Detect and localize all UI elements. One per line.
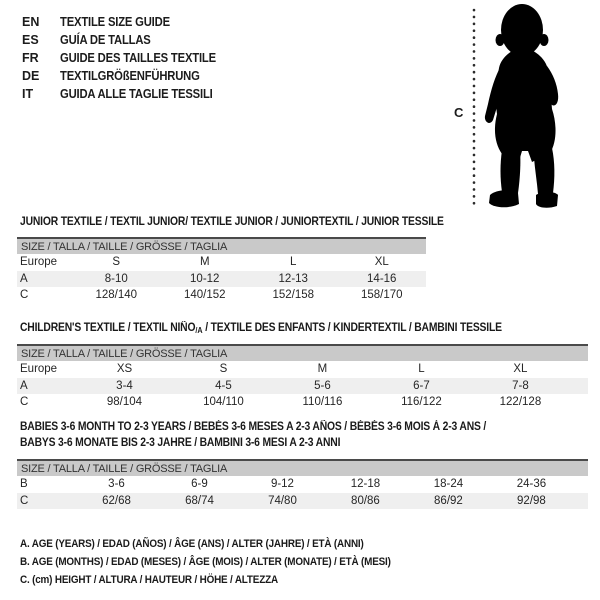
babies-size-table bbox=[17, 459, 588, 509]
size-value-cell: 5-6 bbox=[273, 378, 372, 395]
row-label-cell: C bbox=[20, 289, 29, 302]
size-value-cell: M bbox=[317, 363, 328, 376]
footnote-b bbox=[20, 553, 432, 571]
size-value-cell: 62/68 bbox=[75, 493, 158, 510]
children-title-rest: / TEXTILE DES ENFANTS / KINDERTEXTIL / BAMBINI TESSILE bbox=[202, 322, 502, 334]
language-row-fr bbox=[22, 49, 233, 67]
table-row bbox=[17, 271, 426, 288]
table-row bbox=[17, 361, 588, 378]
babies-title-line2: BABYS 3-6 MONATE BIS 2-3 JAHRE / BAMBINI 3-6 MESI A 2-3 ANNI bbox=[20, 436, 341, 449]
footnote-c bbox=[20, 571, 432, 589]
size-value-cell: 7-8 bbox=[471, 378, 570, 395]
size-value-cell: 158/170 bbox=[360, 289, 403, 302]
spacer-cell bbox=[570, 361, 588, 378]
size-header-cell: SIZE / TALLA / TAILLE / GRÖSSE / TAGLIA bbox=[17, 238, 426, 254]
row-label-cell: A bbox=[17, 271, 72, 288]
height-measure-label: C bbox=[454, 105, 464, 120]
size-value-cell: 152/158 bbox=[272, 289, 315, 302]
language-code: EN bbox=[22, 15, 40, 29]
size-value-cell: 18-24 bbox=[433, 478, 464, 491]
size-value-cell: 110/116 bbox=[302, 396, 343, 409]
language-code: IT bbox=[22, 87, 34, 101]
size-header-cell: SIZE / TALLA / TAILLE / GRÖSSE / TAGLIA bbox=[17, 345, 588, 361]
size-header-cell: SIZE / TALLA / TAILLE / GRÖSSE / TAGLIA bbox=[17, 460, 588, 476]
size-value-cell: 8-10 bbox=[72, 271, 161, 288]
babies-section-title bbox=[20, 420, 538, 451]
size-value-cell: 128/140 bbox=[95, 289, 138, 302]
junior-section-title-text: JUNIOR TEXTILE / TEXTIL JUNIOR/ TEXTILE JUNIOR / JUNIORTEXTIL / JUNIOR TESSILE bbox=[20, 216, 444, 228]
language-title: GUÍA DE TALLAS bbox=[60, 33, 151, 47]
size-value-cell: 140/152 bbox=[183, 289, 226, 302]
language-title: TEXTILE SIZE GUIDE bbox=[60, 15, 170, 29]
children-title-main: CHILDREN'S TEXTILE / TEXTIL NIÑO bbox=[20, 322, 196, 334]
height-dotted-line bbox=[471, 6, 477, 210]
table-row bbox=[17, 287, 426, 304]
row-label-cell: B bbox=[20, 478, 28, 491]
language-code: DE bbox=[22, 69, 40, 83]
size-value-cell: 74/80 bbox=[241, 493, 324, 510]
language-code: FR bbox=[22, 51, 39, 65]
table-row bbox=[17, 378, 588, 395]
size-value-cell: S bbox=[219, 363, 228, 376]
size-value-cell: 3-6 bbox=[108, 478, 125, 491]
children-size-table bbox=[17, 344, 588, 411]
size-value-cell: 68/74 bbox=[158, 493, 241, 510]
size-value-cell: 104/110 bbox=[203, 396, 244, 409]
size-value-cell: 122/128 bbox=[499, 396, 542, 409]
spacer-cell bbox=[570, 394, 588, 411]
size-value-cell: 98/104 bbox=[106, 396, 143, 409]
language-code: ES bbox=[22, 33, 39, 47]
children-section-title-text bbox=[20, 321, 502, 339]
size-value-cell: XL bbox=[513, 363, 528, 376]
children-title-subscript: /A bbox=[195, 326, 203, 335]
size-value-cell: 6-9 bbox=[191, 478, 208, 491]
spacer-cell bbox=[570, 378, 588, 395]
size-value-cell: S bbox=[112, 256, 121, 269]
row-label-cell: Europe bbox=[20, 256, 58, 269]
table-header-row bbox=[17, 345, 588, 361]
language-row-en bbox=[22, 13, 233, 31]
footnote-b-text: B. AGE (MONTHS) / EDAD (MESES) / ÂGE (MOIS) / ALTER (MONATE) / ETÀ (MESI) bbox=[20, 556, 391, 568]
babies-title-line1: BABIES 3-6 MONTH TO 2-3 YEARS / BEBÉS 3-6 MESES A 2-3 AÑOS / BÉBÉS 3-6 MOIS À 2-3 ANS / bbox=[20, 421, 487, 433]
language-row-de bbox=[22, 67, 233, 85]
language-title-list bbox=[22, 13, 233, 103]
table-header-row bbox=[17, 460, 588, 476]
junior-size-table bbox=[17, 237, 426, 304]
footnote-c-text: C. (cm) HEIGHT / ALTURA / HAUTEUR / HÖHE / ALTEZZA bbox=[20, 574, 278, 586]
language-title: TEXTILGRÖßENFÜHRUNG bbox=[60, 69, 200, 83]
spacer-cell bbox=[573, 476, 588, 493]
table-row bbox=[17, 476, 588, 493]
table-header-row bbox=[17, 238, 426, 254]
size-value-cell: 12-18 bbox=[350, 478, 381, 491]
size-value-cell: M bbox=[199, 256, 210, 269]
table-row bbox=[17, 254, 426, 271]
size-value-cell: 24-36 bbox=[516, 478, 547, 491]
row-label-cell: A bbox=[17, 378, 75, 395]
size-value-cell: XS bbox=[116, 363, 133, 376]
size-value-cell: 12-13 bbox=[249, 271, 338, 288]
size-value-cell: 4-5 bbox=[174, 378, 273, 395]
size-value-cell: 3-4 bbox=[75, 378, 174, 395]
row-label-cell: C bbox=[20, 396, 29, 409]
size-value-cell: 14-16 bbox=[338, 271, 427, 288]
size-value-cell: 86/92 bbox=[407, 493, 490, 510]
size-value-cell: XL bbox=[374, 256, 389, 269]
junior-section-title bbox=[20, 215, 491, 231]
size-value-cell: L bbox=[290, 256, 297, 269]
children-section-title bbox=[20, 321, 555, 339]
language-row-it bbox=[22, 85, 233, 103]
language-title: GUIDA ALLE TAGLIE TESSILI bbox=[60, 87, 213, 101]
language-row-es bbox=[22, 31, 233, 49]
footnote-a bbox=[20, 535, 432, 553]
size-value-cell: 9-12 bbox=[270, 478, 294, 491]
footnote-list bbox=[20, 535, 432, 589]
size-value-cell: L bbox=[418, 363, 425, 376]
footnote-a-text: A. AGE (YEARS) / EDAD (AÑOS) / ÂGE (ANS) / ALTER (JAHRE) / ETÀ (ANNI) bbox=[20, 538, 364, 550]
language-title: GUIDE DES TAILLES TEXTILE bbox=[60, 51, 216, 65]
size-value-cell: 80/86 bbox=[324, 493, 407, 510]
table-row bbox=[17, 493, 588, 510]
toddler-silhouette-icon bbox=[484, 2, 576, 212]
size-value-cell: 6-7 bbox=[372, 378, 471, 395]
row-label-cell: Europe bbox=[20, 363, 58, 376]
row-label-cell: C bbox=[17, 493, 75, 510]
size-value-cell: 10-12 bbox=[161, 271, 250, 288]
size-value-cell: 116/122 bbox=[401, 396, 442, 409]
table-row bbox=[17, 394, 588, 411]
spacer-cell bbox=[573, 493, 588, 510]
size-value-cell: 92/98 bbox=[490, 493, 573, 510]
